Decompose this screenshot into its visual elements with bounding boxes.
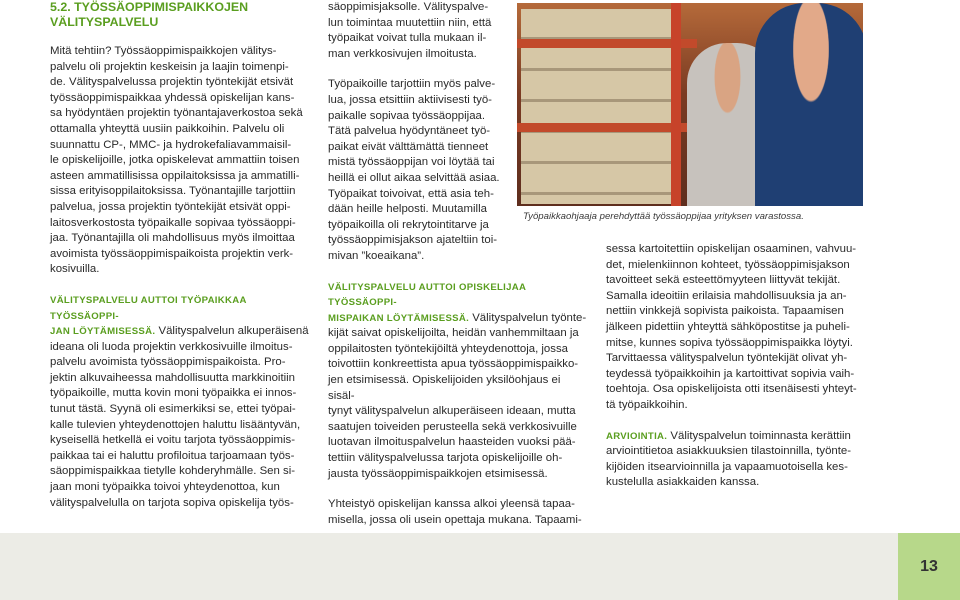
meeting-paragraph: sessa kartoitettiin opiskelijan osaaminen, vahvuu- det, mielenkiinnon kohteet, työssäoppimisjakson tavoitteet sekä esteettömyyteen liittyvät tekijät. Samalla ideoitiin erilaisia mahdollisuuksia ja an- nettiin vinkkejä sopivista paikoista. Tapaamisen jälkeen pidettiin yhteyttä sähköpostitse ja puheli- mitse, kunnes sopiva työssäoppimispaikka löytyi. Tarvittaessa välityspalvelun työntekijät olivat yh- teydessä työpaikkoihin ja kartoittivat sopivia vaih- toehtoja. Osa opiskelijoista otti itsenäisesti yhteyt- tä työpaikkoihin. — [606, 243, 857, 411]
supervisor-figure — [755, 3, 863, 206]
evaluation-paragraph: ARVIOINTIA. Välityspalvelun toiminnasta kerättiin arviointitietoa asiakkuuksien tilastoinnilla, työnte- kijöiden itsearvioinnilla ja vapaamuotoisella kes- kustelulla asiakkaiden kanssa. — [606, 429, 852, 489]
warehouse-photo — [517, 3, 863, 206]
subheading-evaluation: ARVIOINTIA. — [606, 430, 668, 442]
cooperation-paragraph: Yhteistyö opiskelijan kanssa alkoi yleensä tapaa- misella, jossa oli usein opettaja mukana. Tapaami- — [328, 498, 582, 526]
subheading-employer-cont: JAN LÖYTÄMISESSÄ. — [50, 326, 156, 338]
subheading-employer: VÄLITYSPALVELU AUTTOI TYÖPAIKKAA TYÖSSÄOPPI- — [50, 294, 247, 322]
shelf-beam — [517, 39, 697, 48]
section-heading — [50, 0, 312, 30]
student-paragraph: VÄLITYSPALVELU AUTTOI OPISKELIJAA TYÖSSÄOPPI- MISPAIKAN LÖYTÄMISESSÄ. Välityspalvelun työnte- kijät saivat opiskelijoilta, heidän vanhemmiltaan ja oppilaitosten työntekijöiltä yhteydenottoja, jossa toivottiin konkreettista apua työssäoppimispaikko- jen etsimisessä. Opiskelijoiden yksilöohjaus ei sisäl- tynyt välityspalvelun alkuperäiseen ideaan, mutta saatujen toiveiden perusteella sekä verkkosivuille luotavan ilmoituspalvelun haasteiden vuoksi pää- tettiin välityspalvelussa tarjota opiskelijoille oh- jausta työssäoppimispaikkojen etsimisessä. — [328, 281, 587, 480]
rack-post — [671, 3, 681, 206]
intro-paragraph: Mitä tehtiin? Työssäoppimispaikkojen välitys- palvelu oli projektin keskeisin ja laajin toimenpi- de. Välityspalvelussa projektin työntekijät etsivät työssäoppimispaikkaa yhdessä opiskelijan kans- sa hyödyntäen projektin työnantajaverkostoa sekä ottamalla yhteyttä uusiin paikkoihin. Palvelu oli suunnattu CP-, MMC- ja hydrokefaliavammaisil- le opiskelijoille, jotka opiskelevat ammattiin toisen asteen ammatillisissa oppilaitoksissa ja ammatilli- sissa erityisoppilaitoksissa. Työnantajille tarjottiin palvelua, jossa projektin työntekijät etsivät oppi- laitosverkostosta työpaikalle sopivaa työssäoppi- jaa. Työnantajilla oli mahdollisuus myös ilmoittaa avoimista työssäoppimispaikoista projektin verk- kosivuilla. — [50, 45, 303, 276]
subheading-student: VÄLITYSPALVELU AUTTOI OPISKELIJAA TYÖSSÄOPPI- — [328, 281, 526, 309]
page-number: 13 — [898, 533, 960, 600]
column-left — [50, 0, 312, 511]
change-paragraph: säoppimisjaksolle. Välityspalve- lun toimintaa muutettiin niin, että työpaikat voivat tulla mukaan il- man verkkosivujen ilmoitusta. — [328, 1, 492, 60]
section-heading-line-1: 5.2. TYÖSSÄOPPIMISPAIKKOJEN — [50, 0, 249, 14]
column-right — [606, 242, 870, 491]
section-heading-line-2: VÄLITYSPALVELU — [50, 15, 159, 29]
photo-caption: Työpaikkaohjaaja perehdyttää työssäoppijaa yrityksen varastossa. — [523, 211, 804, 222]
shelf-beam — [517, 123, 697, 132]
search-service-paragraph: Työpaikoille tarjottiin myös palve- lua, jossa etsittiin aktiivisesti työ- paikalle sopivaa työssäoppijaa. Tätä palvelua hyödyntäneet työ- paikat eivät välttämättä tienneet mistä työssäoppijan voi löytää tai heillä ei ollut aikaa selvittää asiaa. Työpaikat toivoivat, että asia teh- dään heille helposti. Muutamilla työpaikoilla oli rekrytointitarve ja työssäoppimisjakson ajateltiin toi- mivan ”koeaikana”. — [328, 78, 500, 262]
employer-paragraph: VÄLITYSPALVELU AUTTOI TYÖPAIKKAA TYÖSSÄOPPI- JAN LÖYTÄMISESSÄ. Välityspalvelun alkuperäisenä ideana oli luoda projektin verkkosivuille ilmoitus- palvelu avoimista työssäoppimispaikoista. Pro- jektin alkuvaiheessa mahdollisuutta markkinoitiin työpaikoille, mutta kovin moni työpaikka ei innos- tunut tästä. Syynä oli esimerkiksi se, ettei työpai- kalle tulevien yhteydenottojen haluttu lisääntyvän, kyseisellä hetkellä ei voitu tarjota työssäoppimis- paikkaa tai ei haluttu profiloitua tarjoamaan työs- säoppimispaikkaa tietylle kohderyhmälle. Sen si- jaan moni työpaikka toivoi yhteydenottoa, kun välityspalvelulla on tarjota sopiva opiskelija työs- — [50, 294, 309, 509]
subheading-student-cont: MISPAIKAN LÖYTÄMISESSÄ. — [328, 312, 470, 324]
footer-band — [0, 533, 960, 600]
